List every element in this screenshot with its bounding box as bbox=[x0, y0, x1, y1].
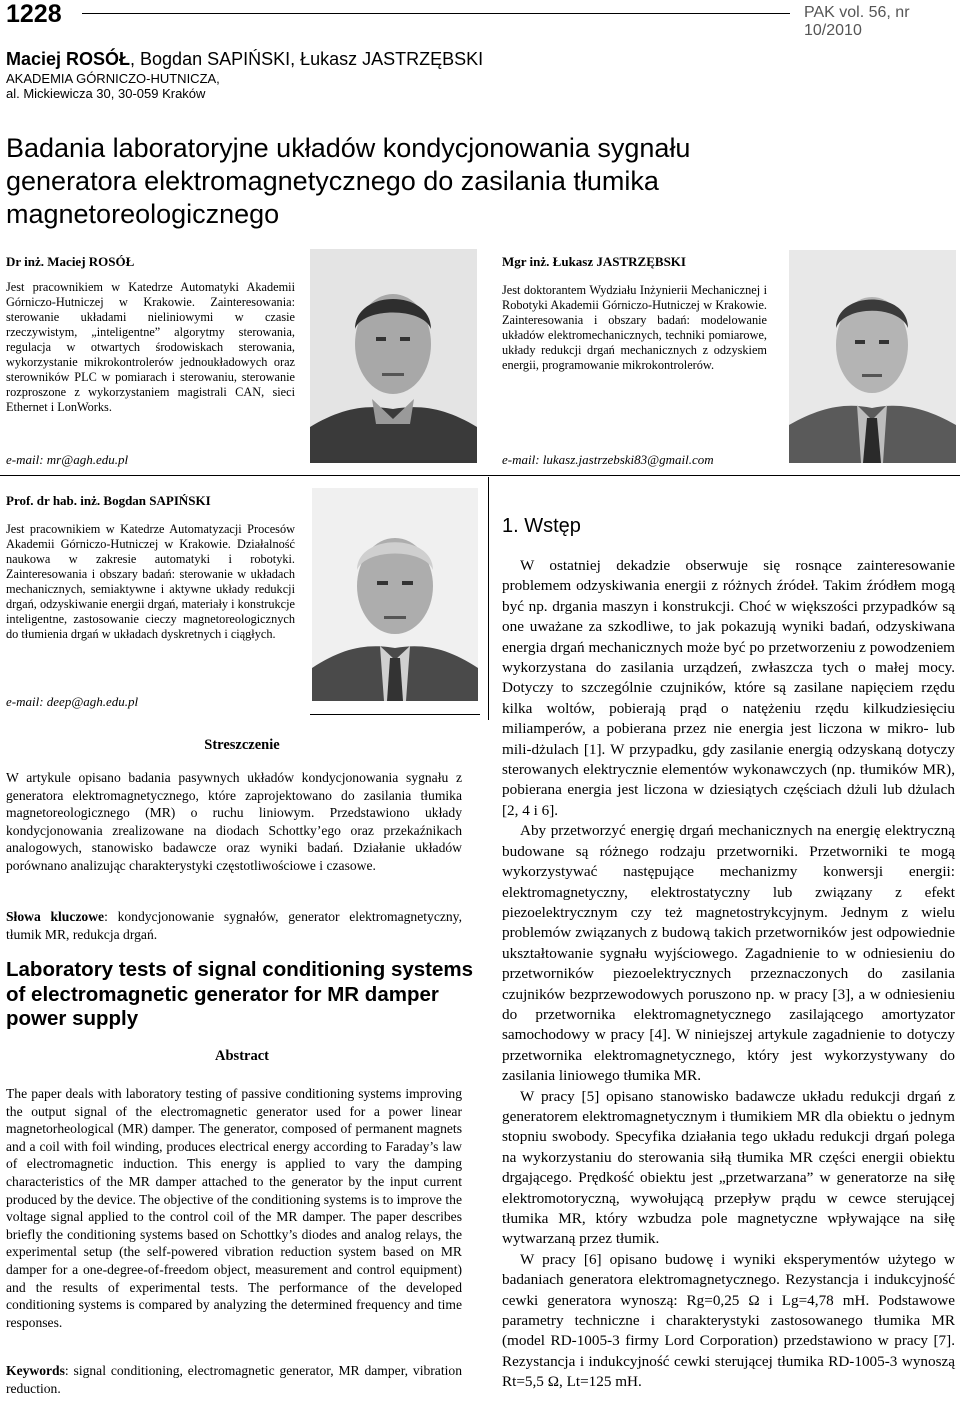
abstract-keywords-label: Keywords bbox=[6, 1363, 65, 1378]
authors-line bbox=[6, 49, 483, 70]
bio3-separator bbox=[310, 714, 480, 715]
section1-title: 1. Wstęp bbox=[502, 515, 581, 537]
portrait-sapinski-image bbox=[312, 488, 478, 701]
other-authors: , Bogdan SAPIŃSKI, Łukasz JASTRZĘBSKI bbox=[130, 49, 484, 69]
photo-jastrzebski bbox=[789, 250, 956, 463]
abstract-keywords bbox=[6, 1362, 462, 1397]
streszczenie-keywords-text: : kondycjonowanie sygnałów, generator elektromagnetyczny, tłumik MR, redukcja drgań. bbox=[6, 909, 462, 942]
header-rule bbox=[82, 13, 790, 14]
streszczenie-text: W artykule opisano badania pasywnych układów kondycjonowania sygnału z generatora elektromagnetycznego, które zaprojektowano do zasilania tłumika magnetoreologicznego (MR) o ruchu liniowym. Przedstawiono układy kondycjonowania zrealizowane na diodach Schottky’ego oraz przekaźnikach analogowych, stanowisko badawcze oraz wyniki badań. Działanie układów porównano analizując charakterystyki częstotliwościowe i czasowe. bbox=[6, 770, 462, 873]
portrait-rosol-image bbox=[310, 249, 477, 463]
english-title: Laboratory tests of signal conditioning systems of electromagnetic generator for MR damper power supply bbox=[6, 958, 474, 1030]
portrait-jastrzebski-image bbox=[789, 250, 956, 463]
page-number: 1228 bbox=[6, 0, 62, 28]
bio2-heading: Mgr inż. Łukasz JASTRZĘBSKI bbox=[502, 254, 686, 269]
bio1-email: e-mail: mr@agh.edu.pl bbox=[6, 452, 129, 467]
first-author: Maciej ROSÓŁ bbox=[6, 49, 131, 69]
bio1-text: Jest pracownikiem w Katedrze Automatyki Akademii Górniczo-Hutniczej w Krakowie. Zainteresowania: sterowanie układami nieliniowymi w czasie rzeczywistym, „inteligentne” algorytmy sterowania, regulacja w otwartych środowiskach sterowania, wykorzystanie mikrokontrolerów jednoukładowych oraz sterowników PLC w pomiarach i sterowaniu, sterowanie rozproszone z wykorzystaniem magistrali CAN, sieci Ethernet i LonWorks. bbox=[6, 280, 295, 414]
bio3-email: e-mail: deep@agh.edu.pl bbox=[6, 694, 139, 709]
section1-paragraph-4: W pracy [6] opisano budowę i wyniki eksperymentów użytego w badaniach generatora elektromagnetycznego. Rezystancja i indukcyjność cewki generatora wynoszą: Rg=0,25 Ω i Lg=4,78 mH. Podstawowe parametry techniczne i charakterystyki zastosowanego tłumika MR (model RD-1005-3 firmy Lord Corporation) przedstawiono w pracy [7]. Rezystancja i indukcyjność cewki sterującej tłumika RD-1005-3 wynoszą Rt=5,5 Ω, Lt=125 mH. bbox=[502, 1250, 955, 1391]
paper-title: Badania laboratoryjne układów kondycjonowania sygnału generatora elektromagnetycznego do zasilania tłumika magnetoreologicznego bbox=[6, 133, 691, 229]
bio2-email: e-mail: lukasz.jastrzebski83@gmail.com bbox=[502, 452, 714, 467]
streszczenie-keywords-label: Słowa kluczowe bbox=[6, 909, 105, 924]
section1-body bbox=[502, 556, 955, 1393]
journal-reference: PAK vol. 56, nr 10/2010 bbox=[804, 4, 910, 39]
streszczenie-heading: Streszczenie bbox=[204, 737, 280, 753]
section1-paragraph-3: W pracy [5] opisano stanowisko badawcze układu redukcji drgań z generatorem elektromagnetycznym i tłumikiem MR dla obiektu o jednym stopniu swobody. Specyfika działania tego układu redukcji drgań polega na wykorzystaniu do sterowania siłą tłumika MR części energii obiektu drgającego. Prędkość obiektu jest „przetwarzana” w generatorze na siłę elektromotoryczną, wywołującą przepływ prądu w cewce sterującej tłumika MR, który wzbudza pole magnetyczne wpływające na siłę wytwarzaną przez tłumik. bbox=[502, 1087, 955, 1248]
affiliation-line1: AKADEMIA GÓRNICZO-HUTNICZA, bbox=[6, 71, 220, 86]
abstract-heading: Abstract bbox=[215, 1048, 269, 1064]
section1-paragraph-2: Aby przetworzyć energię drgań mechanicznych na energię elektryczną budowane są różnego rodzaju przetworniki. Przetworniki te mogą wykorzystywać następujące mechanizmy konwersji energii: elektromagnetyczny, elektrostatyczny lub związany z efekt piezoelektrycznym czy też magnetostrykcyjnym. Jednym z wielu problemów związanych z budową takich przetworników jest odpowiednie ukształtowanie sygnału wyjściowego. Zagadnienie to w odniesieniu do przetworników piezoelektrycznych przeznaczonych do zasilania czujników bezprzewodowych poruszono np. w pracy [3], a w odniesieniu do przetwornika elektromagnetycznego zasilającego amortyzator samochodowy w pracy [4]. W niniejszej artykule zagadnienie to dotyczy przetwornika elektromagnetycznego, który jest wykorzystywany do zasilania liniowego tłumika MR. bbox=[502, 822, 955, 1085]
bio3-heading: Prof. dr hab. inż. Bogdan SAPIŃSKI bbox=[6, 493, 211, 508]
column-separator bbox=[488, 477, 489, 720]
abstract-keywords-text: : signal conditioning, electromagnetic generator, MR damper, vibration reduction. bbox=[6, 1363, 462, 1396]
bio1-heading: Dr inż. Maciej ROSÓŁ bbox=[6, 254, 135, 269]
bio3-text: Jest pracownikiem w Katedrze Automatyzacji Procesów Akademii Górniczo-Hutniczej w Krakowie. Działalność naukowa w zakresie automatyki i robotyki. Zainteresowania i obszary badań: sterowanie w układach mechanicznych, semiaktywne i aktywne układy redukcji drgań, odzyskiwanie energii drgań, materiały i konstrukcje inteligentne, zastosowanie cieczy magnetoreologicznych do tłumienia drgań w układach dyskretnych i ciągłych. bbox=[6, 522, 295, 641]
section1-paragraph-1: W ostatniej dekadzie obserwuje się rosnące zainteresowanie problemem odzyskiwania energii z różnych źródeł. Takim źródłem mogą być np. drgania maszyn i konstrukcji. Choć w większości przypadków są one uważane za szkodliwe, to jak pokazują wyniki badań, odzyskiwana energia drgań mechanicznych może być po przetworzeniu z powodzeniem wykorzystana do zasilania urządzeń, zwłaszcza tych o małej mocy. Dotyczy to szczególnie czujników, które są zasilane napięciem rzędu kilka woltów, pobierają prąd o natężeniu rzędu kilkudziesięciu miliamperów, a pobierana przez nie energia jest liczona w mikro- lub mili-dżulach [1]. W przypadku, gdy zasilanie energią odzyskaną dotyczy sterowanych elektrycznie elementów wykonawczych (np. tłumików MR), pobierana energia jest liczona w dziesiątych częściach dżuli lub dżulach [2, 4 i 6]. bbox=[502, 557, 955, 819]
photo-sapinski bbox=[312, 488, 478, 701]
bio2-text: Jest doktorantem Wydziału Inżynierii Mechanicznej i Robotyki Akademii Górniczo-Hutniczej w Krakowie. Zainteresowania i obszary badań: modelowanie układów elektromechanicznych, techniki pomiarowe, układy redukcji drgań mechanicznych z odzyskiem energii, programowanie mikrokontrolerów. bbox=[502, 283, 767, 372]
streszczenie-keywords bbox=[6, 908, 462, 943]
abstract-text: The paper deals with laboratory testing of passive conditioning systems improving the output signal of the electromagnetic generator used for a power linear magnetorheological (MR) damper. The generator, composed of permanent magnets and a coil with foil winding, produces electrical energy according to Faraday’s law of electromagnetic induction. This energy is applied to vary the damping characteristics of the MR damper attached to the generator by the input current produced by the device. The objective of the conditioning systems is to improve the voltage signal applied to the control coil of the MR damper. The paper describes briefly the conditioning systems based on Schottky’s diodes and analog relays, the experimental setup (the self-powered vibration reduction system based on MR damper for a one-degree-of-freedom object, measurement and control equipment) and the results of experimental tests. The performance of the developed conditioning systems is compared by analyzing the determined frequency and time responses. bbox=[6, 1086, 462, 1330]
bio-separator-top bbox=[0, 475, 960, 476]
photo-rosol bbox=[310, 249, 477, 463]
affiliation-line2: al. Mickiewicza 30, 30-059 Kraków bbox=[6, 86, 206, 101]
